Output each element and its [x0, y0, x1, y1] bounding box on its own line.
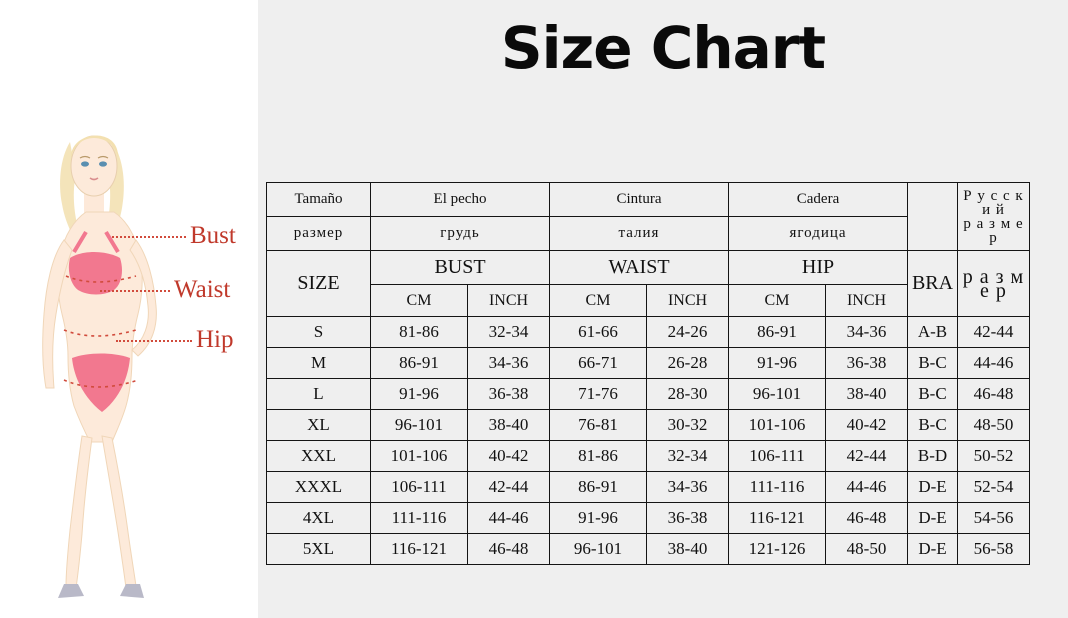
cell-bust-cm: 101-106 — [371, 441, 468, 472]
cell-ru: 54-56 — [958, 503, 1030, 534]
cell-hip-inch: 38-40 — [826, 379, 908, 410]
cell-waist-inch: 38-40 — [647, 534, 729, 565]
cell-ru: 50-52 — [958, 441, 1030, 472]
cell-size: XL — [267, 410, 371, 441]
cell-bra: D-E — [908, 503, 958, 534]
header-russian-size-2 — [958, 251, 1030, 317]
header-russian-line2: р а з м е р — [963, 215, 1024, 246]
header-hip-es: Cadera — [729, 183, 908, 217]
model-illustration — [0, 0, 258, 618]
cell-bra: D-E — [908, 534, 958, 565]
cell-size: 4XL — [267, 503, 371, 534]
cell-size: S — [267, 317, 371, 348]
header-hip-inch: INCH — [826, 285, 908, 317]
cell-ru: 44-46 — [958, 348, 1030, 379]
cell-bust-inch: 42-44 — [468, 472, 550, 503]
header-bust-ru: грудь — [371, 217, 550, 251]
cell-size: XXXL — [267, 472, 371, 503]
size-chart-table-wrapper — [266, 182, 1030, 565]
cell-waist-cm: 76-81 — [550, 410, 647, 441]
cell-bust-inch: 34-36 — [468, 348, 550, 379]
cell-waist-cm: 96-101 — [550, 534, 647, 565]
cell-ru: 52-54 — [958, 472, 1030, 503]
header-waist: WAIST — [550, 251, 729, 285]
header-waist-cm: CM — [550, 285, 647, 317]
cell-size: 5XL — [267, 534, 371, 565]
cell-bust-inch: 40-42 — [468, 441, 550, 472]
header-waist-inch: INCH — [647, 285, 729, 317]
cell-size: M — [267, 348, 371, 379]
cell-bust-inch: 46-48 — [468, 534, 550, 565]
female-body-figure — [8, 100, 208, 600]
cell-hip-inch: 48-50 — [826, 534, 908, 565]
cell-hip-inch: 44-46 — [826, 472, 908, 503]
table-header-row-groups — [267, 251, 1030, 285]
cell-hip-inch: 42-44 — [826, 441, 908, 472]
header-bust: BUST — [371, 251, 550, 285]
header-waist-ru: талия — [550, 217, 729, 251]
cell-bust-cm: 111-116 — [371, 503, 468, 534]
cell-bust-inch: 44-46 — [468, 503, 550, 534]
header-size-ru: размер — [267, 217, 371, 251]
table-row — [267, 317, 1030, 348]
cell-hip-cm: 116-121 — [729, 503, 826, 534]
cell-bra: A-B — [908, 317, 958, 348]
cell-waist-cm: 61-66 — [550, 317, 647, 348]
cell-bust-inch: 36-38 — [468, 379, 550, 410]
table-row — [267, 472, 1030, 503]
waist-leader-line — [100, 290, 170, 292]
hip-leader-line — [116, 340, 192, 342]
cell-hip-inch: 40-42 — [826, 410, 908, 441]
hip-callout-label: Hip — [196, 326, 234, 353]
cell-bra: B-D — [908, 441, 958, 472]
header-bust-inch: INCH — [468, 285, 550, 317]
size-chart-table-body — [267, 317, 1030, 565]
cell-bust-inch: 32-34 — [468, 317, 550, 348]
table-header-row-spanish — [267, 183, 1030, 217]
header-bust-es: El pecho — [371, 183, 550, 217]
table-row — [267, 379, 1030, 410]
table-row — [267, 348, 1030, 379]
cell-hip-cm: 96-101 — [729, 379, 826, 410]
cell-ru: 56-58 — [958, 534, 1030, 565]
cell-hip-inch: 36-38 — [826, 348, 908, 379]
header-size: SIZE — [267, 251, 371, 317]
cell-waist-inch: 26-28 — [647, 348, 729, 379]
cell-waist-cm: 81-86 — [550, 441, 647, 472]
cell-ru: 42-44 — [958, 317, 1030, 348]
header-hip: HIP — [729, 251, 908, 285]
waist-callout-label: Waist — [174, 276, 231, 303]
page-title: Size Chart — [500, 14, 826, 82]
cell-waist-inch: 30-32 — [647, 410, 729, 441]
bust-callout-label: Bust — [190, 222, 236, 249]
size-chart-table — [266, 182, 1030, 565]
cell-bust-cm: 106-111 — [371, 472, 468, 503]
cell-ru: 48-50 — [958, 410, 1030, 441]
header-bust-cm: CM — [371, 285, 468, 317]
cell-bust-cm: 81-86 — [371, 317, 468, 348]
header-bra-spacer — [908, 183, 958, 251]
table-row — [267, 534, 1030, 565]
cell-hip-inch: 46-48 — [826, 503, 908, 534]
cell-hip-cm: 91-96 — [729, 348, 826, 379]
header-russian-line1: Р у с с к и й — [963, 187, 1024, 218]
cell-waist-cm: 66-71 — [550, 348, 647, 379]
cell-size: L — [267, 379, 371, 410]
header-russian-size — [958, 183, 1030, 251]
cell-hip-cm: 111-116 — [729, 472, 826, 503]
header-waist-es: Cintura — [550, 183, 729, 217]
cell-waist-inch: 24-26 — [647, 317, 729, 348]
cell-hip-cm: 106-111 — [729, 441, 826, 472]
cell-waist-inch: 34-36 — [647, 472, 729, 503]
bust-leader-line — [112, 236, 186, 238]
header-hip-cm: CM — [729, 285, 826, 317]
cell-bust-cm: 91-96 — [371, 379, 468, 410]
cell-hip-inch: 34-36 — [826, 317, 908, 348]
cell-waist-cm: 91-96 — [550, 503, 647, 534]
cell-waist-inch: 36-38 — [647, 503, 729, 534]
cell-bust-cm: 86-91 — [371, 348, 468, 379]
cell-bra: B-C — [908, 348, 958, 379]
cell-bra: B-C — [908, 410, 958, 441]
header-hip-ru: ягодица — [729, 217, 908, 251]
header-size-es: Tamaño — [267, 183, 371, 217]
table-row — [267, 441, 1030, 472]
cell-waist-cm: 86-91 — [550, 472, 647, 503]
cell-bust-inch: 38-40 — [468, 410, 550, 441]
cell-bra: B-C — [908, 379, 958, 410]
cell-hip-cm: 121-126 — [729, 534, 826, 565]
table-row — [267, 503, 1030, 534]
header-russian-line2b: р а з м е р — [962, 265, 1025, 302]
cell-waist-inch: 32-34 — [647, 441, 729, 472]
header-bra: BRA — [908, 251, 958, 317]
cell-ru: 46-48 — [958, 379, 1030, 410]
cell-bust-cm: 96-101 — [371, 410, 468, 441]
cell-hip-cm: 86-91 — [729, 317, 826, 348]
table-row — [267, 410, 1030, 441]
cell-bust-cm: 116-121 — [371, 534, 468, 565]
cell-size: XXL — [267, 441, 371, 472]
cell-hip-cm: 101-106 — [729, 410, 826, 441]
cell-waist-inch: 28-30 — [647, 379, 729, 410]
cell-bra: D-E — [908, 472, 958, 503]
cell-waist-cm: 71-76 — [550, 379, 647, 410]
